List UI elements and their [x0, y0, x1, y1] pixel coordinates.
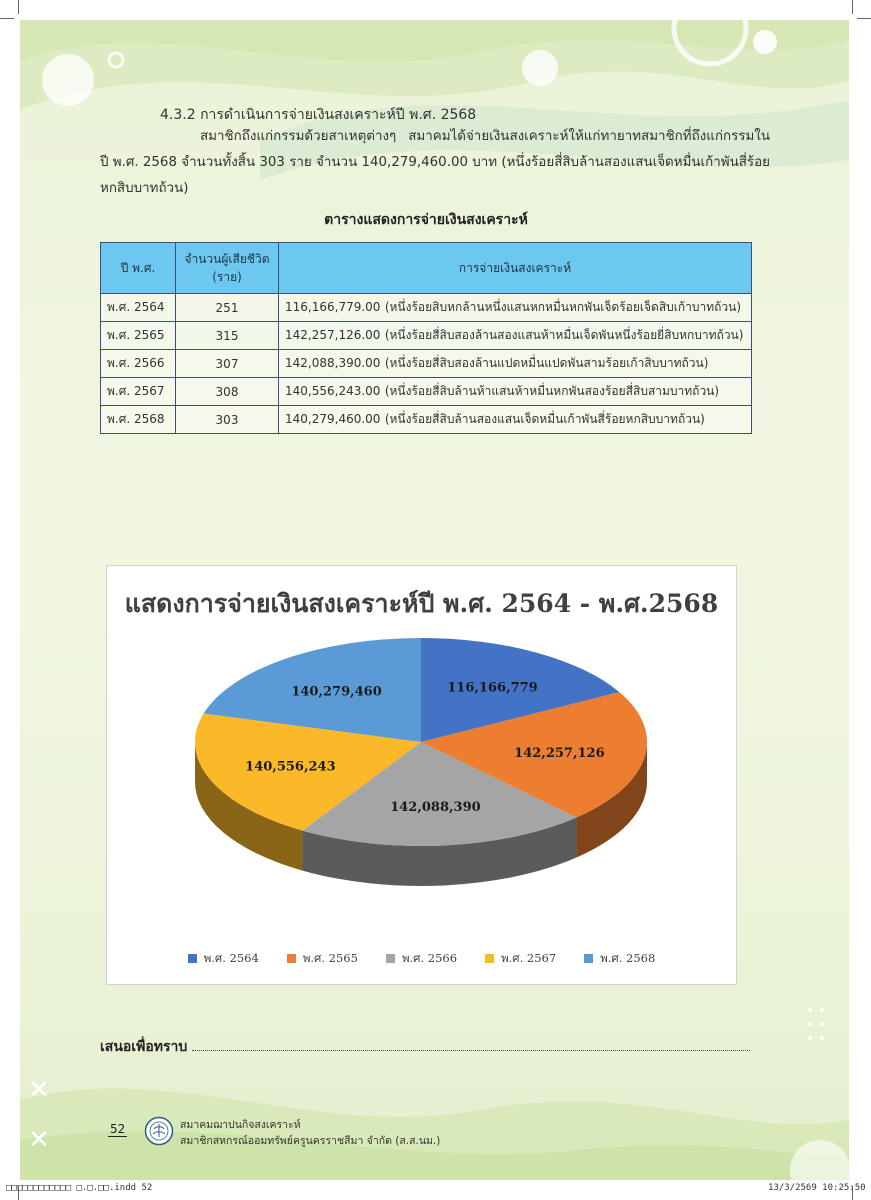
- header-deaths-line2: (ราย): [212, 270, 242, 284]
- decor-x-icon: ✕: [28, 1075, 50, 1105]
- crop-mark: [852, 0, 853, 14]
- table-header-row: [101, 243, 752, 294]
- cell-year: พ.ศ. 2566: [101, 350, 176, 378]
- legend-swatch: [188, 954, 197, 963]
- table-row: [101, 350, 752, 378]
- document-page: [20, 20, 849, 1180]
- table-row: [101, 406, 752, 434]
- cell-year: พ.ศ. 2567: [101, 378, 176, 406]
- crop-mark: [857, 18, 871, 19]
- cell-amount: 142,088,390.00: [285, 356, 381, 370]
- header-deaths-line1: จำนวนผู้เสียชีวิต: [184, 252, 270, 266]
- pie-data-label: 142,088,390: [390, 800, 481, 816]
- legend-item: [386, 950, 457, 968]
- table-caption: ตารางแสดงการจ่ายเงินสงเคราะห์: [324, 212, 528, 228]
- cell-deaths: 308: [176, 378, 279, 406]
- dotted-line: [192, 1050, 750, 1051]
- cell-deaths: 315: [176, 322, 279, 350]
- decor-x-icon: ✕: [28, 1125, 50, 1155]
- legend-item: [584, 950, 655, 968]
- header-deaths: [176, 243, 279, 294]
- section-heading: 4.3.2 การดำเนินการจ่ายเงินสงเคราะห์ปี พ.ศ. 2568: [160, 107, 477, 123]
- pie-data-label: 140,279,460: [291, 684, 382, 700]
- cell-amount: 140,279,460.00: [285, 412, 381, 426]
- table-row: [101, 322, 752, 350]
- cell-amount-words: (หนึ่งร้อยสี่สิบล้านสองแสนเจ็ดหมื่นเก้าพันสี่ร้อยหกสิบบาทถ้วน): [384, 412, 705, 426]
- cell-amount: 116,166,779.00: [285, 300, 381, 314]
- crop-mark: [18, 0, 19, 14]
- pie-data-label: 142,257,126: [514, 746, 605, 762]
- cell-amount-words: (หนึ่งร้อยสิบหกล้านหนึ่งแสนหกหมื่นหกพันเจ็ดร้อยเจ็ดสิบเก้าบาทถ้วน): [384, 300, 742, 314]
- table-row: [101, 294, 752, 322]
- cell-payment: [279, 350, 752, 378]
- legend-swatch: [485, 954, 494, 963]
- print-slug-file: □□□□□□□□□□□□ □.□.□□.indd 52: [6, 1183, 153, 1193]
- payment-table: [100, 242, 752, 434]
- cell-amount-words: (หนึ่งร้อยสี่สิบสองล้านแปดหมื่นแปดพันสามร้อยเก้าสิบบาทถ้วน): [384, 356, 709, 370]
- cell-payment: [279, 322, 752, 350]
- page-number: 52: [110, 1122, 126, 1136]
- org-name-line1: สมาคมฌาปนกิจสงเคราะห์: [180, 1119, 301, 1131]
- cell-deaths: 251: [176, 294, 279, 322]
- legend-label: พ.ศ. 2567: [501, 951, 557, 965]
- legend-label: พ.ศ. 2564: [203, 951, 259, 965]
- legend-swatch: [287, 954, 296, 963]
- cell-amount: 142,257,126.00: [285, 328, 381, 342]
- pie-chart: [107, 566, 736, 946]
- crop-mark: [0, 18, 14, 19]
- chart-title: แสดงการจ่ายเงินสงเคราะห์ปี พ.ศ. 2564 - พ.ศ.2568: [124, 589, 719, 618]
- cell-payment: [279, 378, 752, 406]
- cell-amount-words: (หนึ่งร้อยสี่สิบสองล้านสองแสนห้าหมื่นเจ็ดพันหนึ่งร้อยยี่สิบหกบาทถ้วน): [384, 328, 744, 342]
- cell-year: พ.ศ. 2565: [101, 322, 176, 350]
- legend-item: [485, 950, 556, 968]
- cell-year: พ.ศ. 2564: [101, 294, 176, 322]
- chart-legend: [107, 950, 736, 968]
- acknowledge-label: เสนอเพื่อทราบ: [100, 1039, 188, 1055]
- legend-label: พ.ศ. 2566: [401, 951, 458, 965]
- legend-item: [188, 950, 259, 968]
- pie-data-label: 116,166,779: [447, 680, 538, 696]
- cell-amount: 140,556,243.00: [285, 384, 381, 398]
- org-name-line2: สมาชิกสหกรณ์ออมทรัพย์ครูนครราชสีมา จำกัด (ส.ส.นม.): [180, 1135, 441, 1147]
- header-payment: การจ่ายเงินสงเคราะห์: [279, 243, 752, 294]
- legend-label: พ.ศ. 2565: [302, 951, 358, 965]
- cell-deaths: 307: [176, 350, 279, 378]
- cell-payment: [279, 406, 752, 434]
- legend-swatch: [584, 954, 593, 963]
- section-paragraph: สมาชิกถึงแก่กรรมด้วยสาเหตุต่างๆ สมาคมได้จ่ายเงินสงเคราะห์ให้แก่ทายาทสมาชิกที่ถึงแก่กรรมในปี พ.ศ. 2568 จำนวนทั้งสิ้น 303 ราย จำนวน 140,279,460.00 บาท (หนึ่งร้อยสี่สิบล้านสองแสนเจ็ดหมื่นเก้าพันสี่ร้อยหกสิบบาทถ้วน): [100, 129, 770, 196]
- cell-deaths: 303: [176, 406, 279, 434]
- cell-year: พ.ศ. 2568: [101, 406, 176, 434]
- table-row: [101, 378, 752, 406]
- legend-item: [287, 950, 358, 968]
- print-slug-timestamp: 13/3/2569 10:25:50: [768, 1183, 866, 1193]
- header-year: ปี พ.ศ.: [101, 243, 176, 294]
- association-seal-icon: [144, 1116, 174, 1146]
- pie-chart-panel: [106, 565, 737, 985]
- cell-amount-words: (หนึ่งร้อยสี่สิบล้านห้าแสนห้าหมื่นหกพันสองร้อยสี่สิบสามบาทถ้วน): [384, 384, 720, 398]
- cell-payment: [279, 294, 752, 322]
- legend-label: พ.ศ. 2568: [600, 951, 656, 965]
- legend-swatch: [386, 954, 395, 963]
- pie-data-label: 140,556,243: [245, 759, 336, 775]
